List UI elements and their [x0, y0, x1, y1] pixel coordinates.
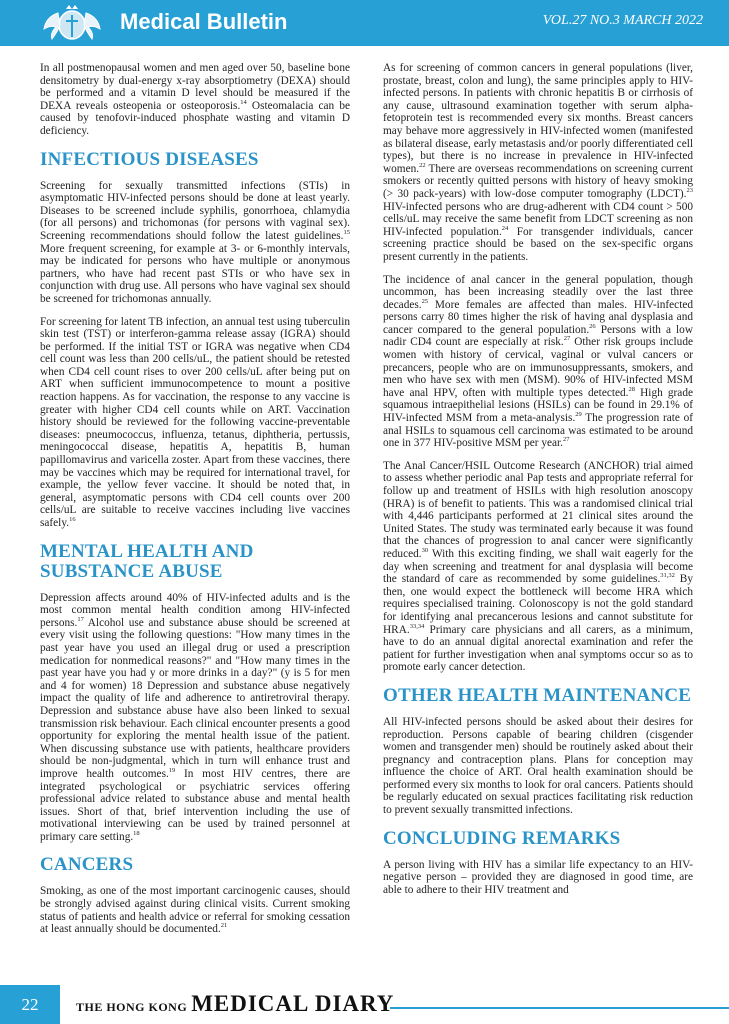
- journal-brand: [76, 991, 394, 1017]
- issue-volume: VOL.27 NO.3 MARCH 2022: [542, 13, 703, 28]
- heading-infectious-diseases: INFECTIOUS DISEASES: [40, 148, 259, 170]
- paragraph-bone-density: In all postmenopausal women and men aged over 50, baseline bone densitometry by dual-energy x-ray absorptiometry (DEXA) should be performed and a vitamin D level should be measured if the DEXA reveals osteopenia or osteoporosis.$^{14}$ Osteomalacia can be caused by tenofovir-induced phosphate wasting and vitamin D deficiency.: [40, 62, 350, 137]
- brand-main: MEDICAL DIARY: [191, 991, 395, 1016]
- paragraph-sti-screening: Screening for sexually transmitted infections (STIs) in asymptomatic HIV-infected persons should be done at least yearly. Diseases to be screened include syphilis, gonorrhoea, chlamydia (for all persons) and trichomonas (for persons with vaginal sex). Screening recommendations should follow the latest guidelines.$^{15}$ More frequent screening, for example at 3- or 6-monthly intervals, may be indicated for persons who have multiple or anonymous partners, who have had recent past STIs or who have sex in conjunction with drug use. All persons who have vaginal sex should be screened for trichomonas annually.: [40, 179, 350, 305]
- paragraph-cancer-screening: As for screening of common cancers in general populations (liver, prostate, breast, colon and lung), the same principles apply to HIV-infected persons. In patients with chronic hepatitis B or cirrhosis of any cause, ultrasound examination together with serum alpha-fetoprotein test is recommended every six months. Breast cancers may behave more aggressively in HIV-infected women (manifested as bilateral disease, early metastasis and/or poorly differentiated cell types), but there is no increase in prevalence in HIV-infected women.$^{22}$ There are overseas recommendations on screening current smokers or recently quitted persons with history of heavy smoking (> 30 pack-years) with low-dose computer tomography (LDCT).$^{23}$ HIV-infected persons who are drug-adherent with CD4 count > 500 cells/uL may receive the same benefit from LDCT screening as non HIV-infected population.$^{24}$ For transgender individuals, cancer screening practice should be based on the sex-specific organs present currently in the patients.: [383, 62, 694, 263]
- header-bar: [0, 0, 729, 46]
- page-number: 22: [0, 985, 60, 1024]
- brand-prefix: THE HONG KONG: [76, 1000, 188, 1014]
- bulletin-title: Medical Bulletin: [120, 9, 288, 34]
- paragraph-anal-cancer: The incidence of anal cancer in the general population, though uncommon, has been increasing steadily over the last three decades.$^{25}$ More females are affected than males. HIV-infected persons carry 80 times higher the risk of having anal dysplasia and cancer compared to the general population.$^{26}$ Persons with a low nadir CD4 count are especially at risk.$^{27}$ Other risk groups include women with history of cervical, vaginal or vulval cancers or precancers, people who are on immunosuppressants, smokers, and men who have sex with men (MSM). 90% of HIV-infected MSM have anal HPV, often with multiple types detected.$^{28}$ High grade squamous intraepithelial lesions (HSILs) can be found in 29.1% of HIV-infected MSM from a meta-analysis.$^{29}$ The progression rate of anal HSILs to squamous cell carcinoma was estimated to be around one in 377 HIV-positive MSM per year.$^{27}$: [383, 273, 693, 450]
- paragraph-mental-health: Depression affects around 40% of HIV-infected adults and is the most common mental health condition among HIV-infected persons.$^{17}$ Alcohol use and substance abuse should be screened at every visit using the following questions: "How many times in the past year have you used an illegal drug or used a prescription medication for nonmedical reasons?" and "How many times in the past year have you had y or more drinks in a day?" (y is 5 for men and 4 for women) 18 Depression and substance abuse negatively impact the quality of life and adherence to antiretroviral therapy. Depression and substance abuse have also been linked to sexual transmission risk behaviour. Each clinical encounter presents a good opportunity for exploring the mental health issue of the patient. When discussing substance use with patients, healthcare providers should be non-judgmental, which in turn will enhance trust and improve health outcomes.$^{19}$ In most HIV centres, there are integrated psychological or psychiatric services offering professional advice related to substance abuse and mental health issues. Short of that, brief intervention including the use of motivational interviewing can be used by trained personnel at primary care setting.$^{18}$: [40, 591, 350, 843]
- heading-concluding-remarks: CONCLUDING REMARKS: [383, 827, 621, 849]
- heading-mental-health: MENTAL HEALTH AND SUBSTANCE ABUSE: [40, 540, 254, 582]
- heading-cancers: CANCERS: [40, 854, 134, 876]
- left-column: [40, 62, 350, 946]
- right-column: [383, 62, 693, 906]
- footer-rule: [390, 1007, 729, 1009]
- medical-association-crest-icon: [36, 3, 108, 43]
- paragraph-other-health: All HIV-infected persons should be asked about their desires for reproduction. Persons capable of bearing children (cisgender women and transgender men) should be routinely asked about their pregnancy and contraception plans. Plans for conception may influence the choice of ART. Oral health examination should be performed every six months to look for oral cancers. Patients should be regularly educated on sexual practices facilitating risk reduction to prevent sexually transmitted infections.: [383, 715, 693, 817]
- heading-other-health-maintenance: OTHER HEALTH MAINTENANCE: [383, 684, 692, 706]
- paragraph-smoking: Smoking, as one of the most important carcinogenic causes, should be strongly advised against during clinical visits. Current smoking status of patients and health advice or referral for smoking cessation at least annually should be documented.$^{21}$: [40, 885, 350, 936]
- footer: [0, 985, 729, 1024]
- paragraph-conclusion: A person living with HIV has a similar life expectancy to an HIV-negative person – provided they are diagnosed in good time, are able to adhere to their HIV treatment and: [383, 858, 693, 896]
- paragraph-tb-vaccination: For screening for latent TB infection, an annual test using tuberculin skin test (TST) or interferon-gamma release assay (IGRA) should be performed. If the initial TST or IGRA was negative when CD4 cell count was less than 200 cells/uL, the patient should be retested when CD4 cell count rises to over 200 cells/uL after being put on ART when sufficient immunocompetence to mount a positive reaction happens. As for vaccination, the response to any vaccine is greater with higher CD4 cell counts while on ART. Vaccination history should be reviewed for the following vaccine-preventable diseases: pneumococcus, influenza, tetanus, diphtheria, pertussis, meningococcal disease, hepatitis A, hepatitis B, human papillomavirus and varicella zoster. Apart from these vaccines, there may be vaccines which may be required for international travel, for example, the yellow fever vaccine. It should be noted that, in general, asymptomatic persons with CD4 cell counts over 200 cells/uL are suitable to receive vaccines including live vaccines safely.$^{16}$: [40, 315, 350, 529]
- paragraph-anchor-trial: The Anal Cancer/HSIL Outcome Research (ANCHOR) trial aimed to assess whether periodic anal Pap tests and appropriate referral for follow up and treatment of HSILs with high resolution anoscopy (HRA) is of benefit to patients. This was a randomised clinical trial with 4,446 participants performed at 21 clinical sites around the United States. The study was terminated early because it was found that the chances of progression to anal cancer were significantly reduced.$^{30}$ With this exciting finding, we shall wait eagerly for the day when screening and treatment for anal dysplasia will become the standard of care as recommended by some guidelines.$^{31,32}$ By then, one would expect the bottleneck will become HRA which requires specialised training. Colonoscopy is not the gold standard for identifying anal precancerous lesions and cannot substitute for HRA.$^{33,34}$ Primary care physicians and all carers, as a minimum, have to do an annual digital anorectal examination and refer the patient for further investigation when anal symptoms occur so as to promote early cancer detection.: [383, 459, 693, 674]
